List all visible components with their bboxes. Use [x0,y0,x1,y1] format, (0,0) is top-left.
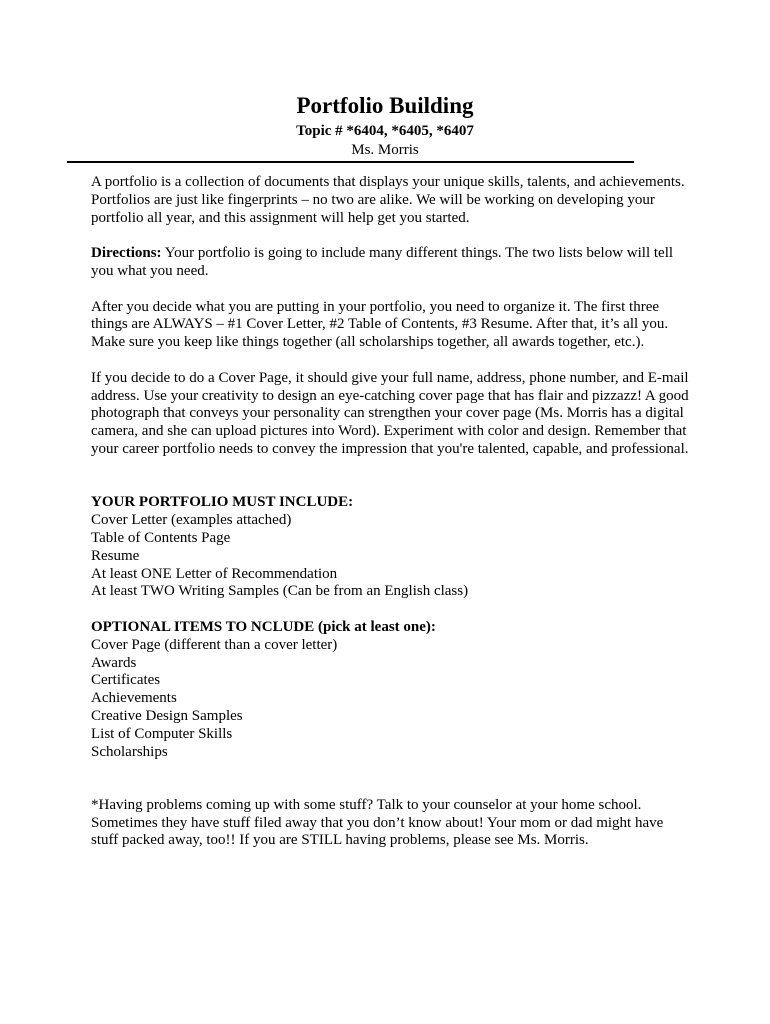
optional-item-achievements: Achievements [91,690,177,707]
optional-item-certificates: Certificates [91,672,161,689]
organize-paragraph: After you decide what you are putting in your portfolio, you need to organize it. The first three things are ALWAYS – #1 Cover Letter, #2 Table of Contents, #3 Resume. After that, it’s all you. Make sure you keep like things together (all scholarships together, all awards together, etc.). [91,298,669,351]
required-section [91,494,691,601]
optional-item-cover-page: Cover Page (different than a cover letter) [91,636,338,653]
required-list [91,512,691,601]
optional-section [91,619,691,761]
required-item-resume: Resume [91,547,140,564]
header-divider [67,161,634,163]
directions-paragraph [91,245,691,281]
document-body [91,174,691,868]
required-item-writing-samples: At least TWO Writing Samples (Can be from an English class) [91,583,469,600]
directions-text: Your portfolio is going to include many different things. The two lists below will tell you what you need. [91,245,674,279]
required-heading: YOUR PORTFOLIO MUST INCLUDE: [91,494,354,511]
footer-note: *Having problems coming up with some stuff? Talk to your counselor at your home school. Sometimes they have stuff filed away that you don’t know about! Your mom or dad might have stuff packed away, too!! If you are STILL having problems, please see Ms. Morris. [91,796,664,849]
document-header [0,92,770,160]
optional-item-awards: Awards [91,654,137,671]
topic-numbers: Topic # *6404, *6405, *6407 [296,123,474,139]
optional-item-design-samples: Creative Design Samples [91,707,243,724]
intro-paragraph: A portfolio is a collection of documents that displays your unique skills, talents, and achievements. Portfolios are just like fingerprints – no two are alike. We will be working on developing your portfolio all year, and this assignment will help get you started. [91,174,685,226]
optional-item-computer-skills: List of Computer Skills [91,725,233,742]
directions-label: Directions: [91,245,162,262]
optional-heading: OPTIONAL ITEMS TO NCLUDE (pick at least one): [91,618,436,635]
teacher-name: Ms. Morris [351,142,419,158]
required-item-table-of-contents: Table of Contents Page [91,529,231,546]
required-item-cover-letter: Cover Letter (examples attached) [91,512,292,529]
required-item-recommendation: At least ONE Letter of Recommendation [91,565,338,582]
cover-page-paragraph: If you decide to do a Cover Page, it should give your full name, address, phone number, and E-mail address. Use your creativity to design an eye-catching cover page that has flair and pizzazz! A good photograph that conveys your personality can strengthen your cover page (Ms. Morris has a digital camera, and she can upload pictures into Word). Experiment with color and design. Remember that your career portfolio needs to convey the impression that you're talented, capable, and professional. [91,369,689,457]
optional-list [91,637,691,762]
document-title: Portfolio Building [296,93,474,118]
optional-item-scholarships: Scholarships [91,743,168,760]
